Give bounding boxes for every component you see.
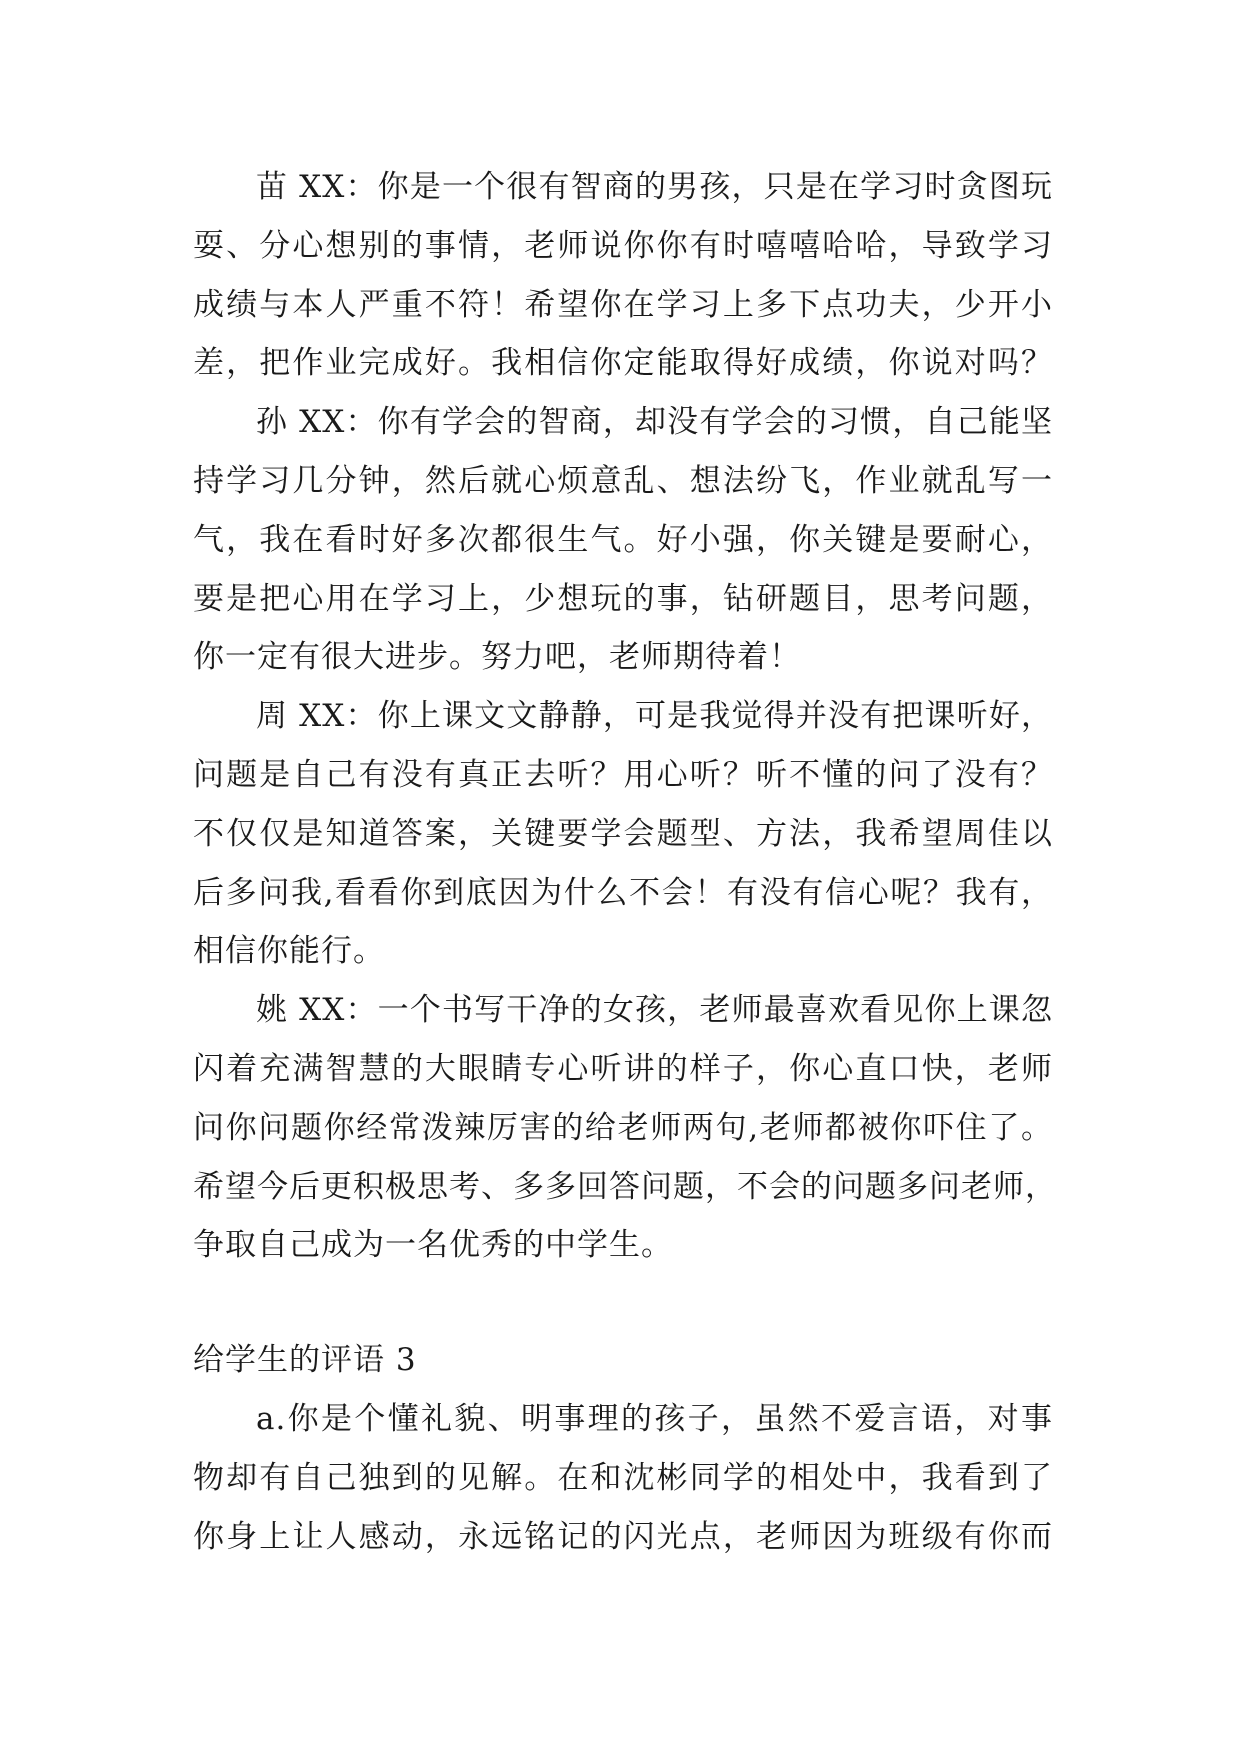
text-line: 物却有自己独到的见解。在和沈彬同学的相处中，我看到了	[193, 1459, 1053, 1496]
text-line: 孙 XX：你有学会的智商，却没有学会的习惯，自己能坚	[256, 404, 1053, 441]
text-line: a.你是个懂礼貌、明事理的孩子，虽然不爱言语，对事	[256, 1400, 1053, 1437]
paragraph-sun	[193, 393, 1053, 687]
text-line: 不仅仅是知道答案，关键要学会题型、方法，我希望周佳以	[193, 815, 1053, 852]
text-line: 你一定有很大进步。努力吧，老师期待着！	[193, 639, 801, 676]
text-line: 苗 XX：你是一个很有智商的男孩，只是在学习时贪图玩	[256, 169, 1053, 205]
text-line: 周 XX：你上课文文静静，可是我觉得并没有把课听好，	[256, 698, 1053, 735]
paragraph-zhou	[193, 687, 1053, 981]
text-line: 你身上让人感动，永远铭记的闪光点，老师因为班级有你而	[193, 1518, 1053, 1555]
section-gap	[193, 1275, 1053, 1331]
text-line: 争取自己成为一名优秀的中学生。	[193, 1227, 673, 1264]
text-line: 差，把作业完成好。我相信你定能取得好成绩，你说对吗？	[193, 345, 1053, 382]
section-heading: 给学生的评语 3	[193, 1342, 417, 1379]
text-line: 成绩与本人严重不符！希望你在学习上多下点功夫，少开小	[193, 286, 1053, 323]
text-line: 要是把心用在学习上，少想玩的事，钻研题目，思考问题，	[193, 580, 1053, 617]
paragraph-section-a	[193, 1390, 1053, 1566]
text-line: 耍、分心想别的事情，老师说你你有时嘻嘻哈哈，导致学习	[193, 227, 1053, 264]
text-line: 后多问我,看看你到底因为什么不会！有没有信心呢？我有，	[193, 874, 1053, 911]
text-line: 希望今后更积极思考、多多回答问题，不会的问题多问老师，	[193, 1168, 1057, 1205]
text-line: 气，我在看时好多次都很生气。好小强，你关键是要耐心，	[193, 521, 1053, 558]
text-line: 相信你能行。	[193, 933, 385, 970]
paragraph-miao	[193, 158, 1053, 393]
text-line: 持学习几分钟，然后就心烦意乱、想法纷飞，作业就乱写一	[193, 462, 1053, 499]
text-line: 姚 XX：一个书写干净的女孩，老师最喜欢看见你上课忽	[256, 992, 1053, 1029]
document-page	[193, 158, 1057, 1566]
paragraph-yao	[193, 981, 1057, 1275]
text-line: 问题是自己有没有真正去听？用心听？听不懂的问了没有？	[193, 756, 1053, 793]
text-line: 问你问题你经常泼辣厉害的给老师两句,老师都被你吓住了。	[193, 1109, 1053, 1146]
text-line: 闪着充满智慧的大眼睛专心听讲的样子，你心直口快，老师	[193, 1050, 1053, 1087]
